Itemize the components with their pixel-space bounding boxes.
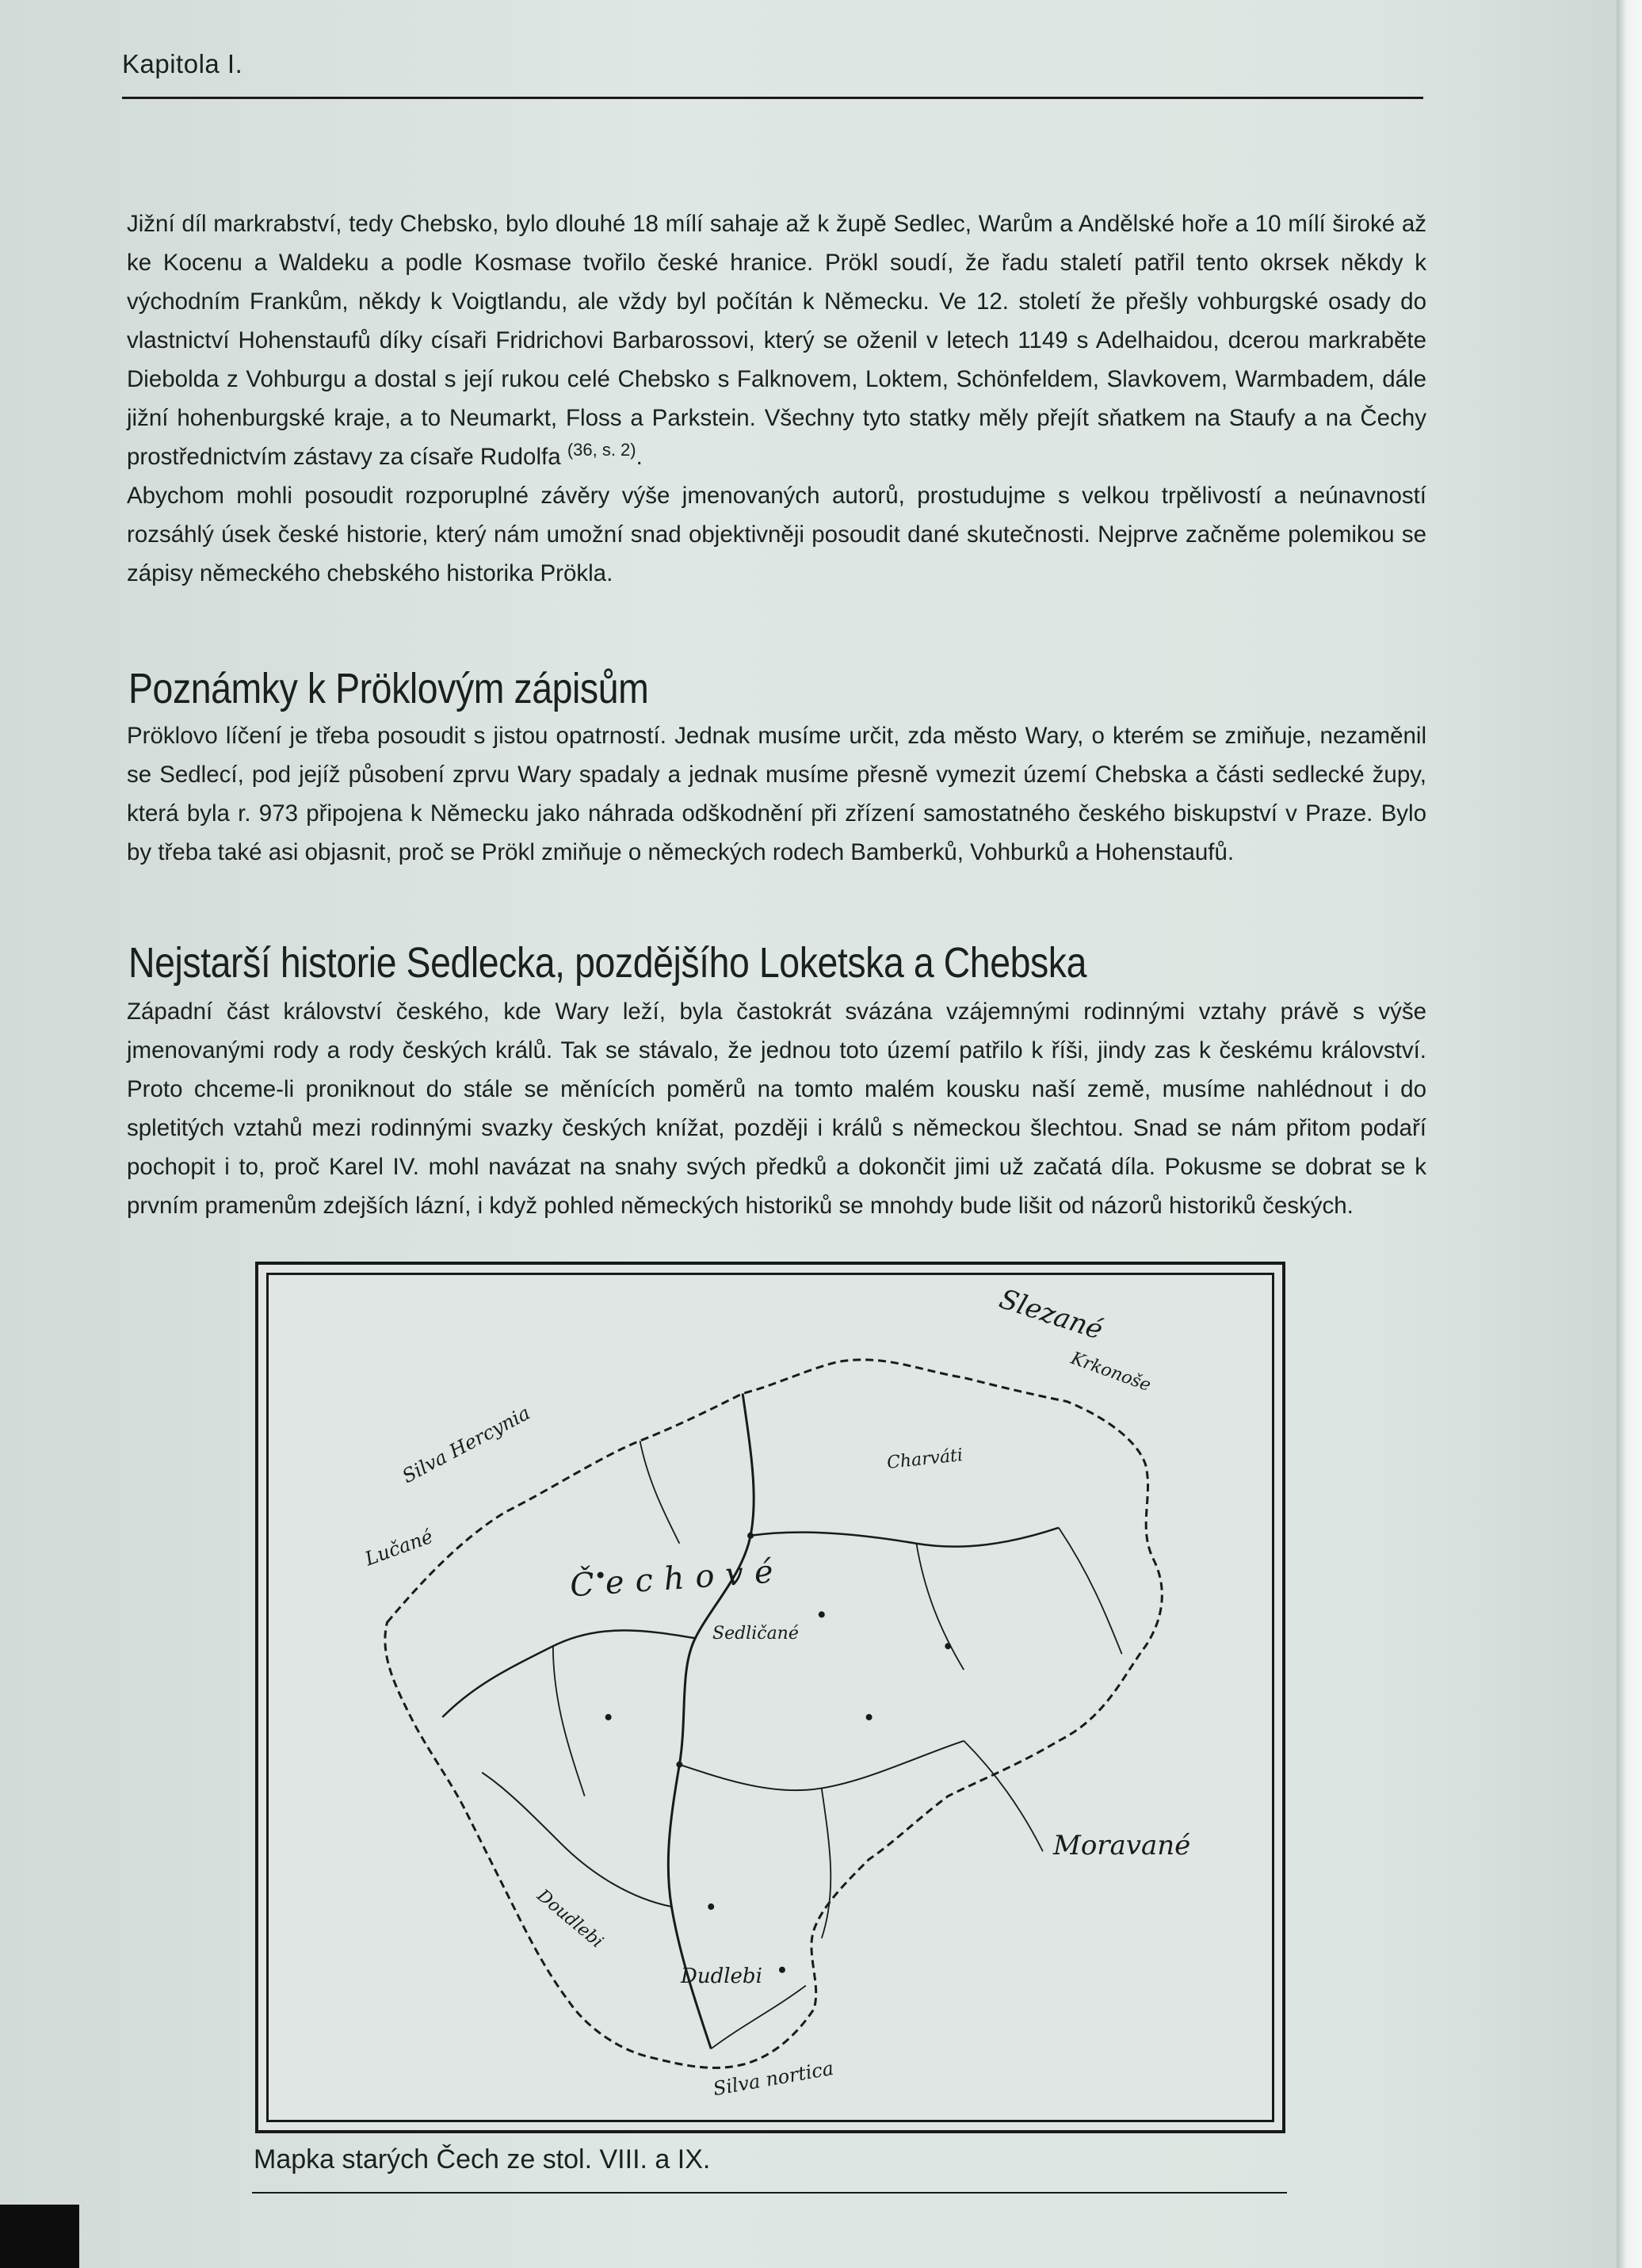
river-south-branch: [679, 1741, 964, 1790]
map-label-charvati: Charváti: [885, 1445, 964, 1473]
territory-outline: [385, 1360, 1162, 2068]
header-rule: [122, 97, 1423, 99]
citation: (36, s. 2): [567, 440, 636, 460]
map-drawing: [269, 1275, 1272, 2120]
river-tributary-7: [711, 1986, 806, 2049]
section-history-text: [127, 992, 1426, 1225]
intro-paragraph-1: [127, 204, 1426, 476]
river-east: [750, 1528, 1059, 1547]
river-tributary-5: [1059, 1528, 1122, 1654]
map-label-silva-hercynia: Silva Hercynia: [398, 1401, 534, 1488]
section-heading-notes: Poznámky k Pröklovým zápisům: [128, 665, 649, 712]
river-tributary-4: [640, 1441, 680, 1544]
section-heading-history: Nejstarší historie Sedlecka, pozdějšího Loketska a Chebska: [128, 939, 1086, 987]
river-west: [442, 1630, 695, 1717]
map-label-slezane: Slezané: [995, 1283, 1107, 1346]
intro-paragraph-1-text: Jižní díl markrabství, tedy Chebsko, bylo dlouhé 18 mílí sahaje až k župě Sedlec, Warům a Andělské hoře a 10 mílí široké až ke Kocenu a Waldeku a podle Kosmase tvořilo české hranice. Prökl soudí, že řadu staletí patřil tento okrsek někdy k východním Frankům, někdy k Voigtlandu, ale vždy byl počítán k Německu. Ve 12. století že přešly vohburgské osady do vlastnictví Hohenstaufů díky císaři Fridrichovi Barbarossovi, který se oženil v letech 1149 s Adelhaidou, dcerou markraběte Diebolda z Vohburgu a dostal s její rukou celé Chebsko s Falknovem, Loktem, Schönfeldem, Slavkovem, Warmbadem, dále jižní hohenburgské kraje, a to Neumarkt, Floss a Parkstein. Všechny tyto statky měly přejít sňatkem na Staufy a na Čechy prostřednictvím zástavy za císaře Rudolfa: [127, 211, 1426, 470]
map-label-silva-nortica: Silva nortica: [711, 2056, 836, 2101]
river-sw-branch: [482, 1773, 671, 1907]
map-label-doudlebi: Doudlebi: [533, 1885, 607, 1953]
river-main: [668, 1393, 754, 2048]
map-label-moravane: Moravané: [1053, 1830, 1191, 1861]
river-tributary-2: [822, 1789, 831, 1938]
citation-tail: .: [636, 444, 643, 470]
caption-rule: [252, 2192, 1287, 2194]
intro-text: [127, 204, 1426, 593]
section-notes-text: [127, 716, 1426, 872]
running-head: Kapitola I.: [122, 49, 243, 78]
historical-map-figure: [255, 1262, 1285, 2133]
map-label-sedlicane: Sedličané: [712, 1624, 799, 1644]
map-label-krkonose: Krkonoše: [1067, 1348, 1154, 1396]
section-notes-paragraph: Pröklovo líčení je třeba posoudit s jistou opatrností. Jednak musíme určit, zda město Wary, o kterém se zmiňuje, nezaměnil se Sedlecí, pod jejíž působení zprvu Wary spadaly a jednak musíme přesně vymezit území Chebska a části sedlecké župy, která byla r. 973 připojena k Německu jako náhrada odškodnění při zřízení samostatného českého biskupství v Praze. Bylo by třeba také asi objasnit, proč se Prökl zmiňuje o německých rodech Bamberků, Vohburků a Hohenstaufů.: [127, 723, 1426, 865]
map-label-cechove: Čechové: [568, 1552, 786, 1605]
river-tributary-3: [553, 1646, 585, 1796]
figure-caption: Mapka starých Čech ze stol. VIII. a IX.: [254, 2144, 711, 2174]
river-tributary-1: [916, 1544, 964, 1670]
historical-map: [266, 1273, 1274, 2122]
intro-paragraph-2: Abychom mohli posoudit rozporuplné závěry výše jmenovaných autorů, prostudujme s velkou trpělivostí a neúnavností rozsáhlý úsek české historie, který nám umožní snad objektivněji posoudit dané skutečnosti. Nejprve začněme polemikou se zápisy německého chebského historika Prökla.: [127, 483, 1426, 586]
map-label-dudlebi: Dudlebi: [681, 1964, 762, 1988]
map-label-lucane: Lučané: [361, 1525, 436, 1571]
section-history-paragraph: Západní část království českého, kde Wary leží, byla častokrát svázána vzájemnými rodinnými vztahy právě s výše jmenovanými rody a rody českých králů. Tak se stávalo, že jednou toto území patřilo k říši, jindy zas k českému království. Proto chceme-li proniknout do stále se měnících poměrů na tomto malém kousku naší země, musíme nahlédnout i do spletitých vztahů mezi rodinnými svazky českých knížat, později i králů s německou šlechtou. Snad se nám přitom podaří pochopit i to, proč Karel IV. mohl navázat na snahy svých předků a dokončit jimi už začatá díla. Pokusme se dobrat se k prvním pramenům zdejších lázní, i když pohled německých historiků se mnohdy bude lišit od názorů historiků českých.: [127, 998, 1426, 1219]
page-corner-mark: [0, 2205, 79, 2268]
book-spine: [1617, 0, 1642, 2268]
